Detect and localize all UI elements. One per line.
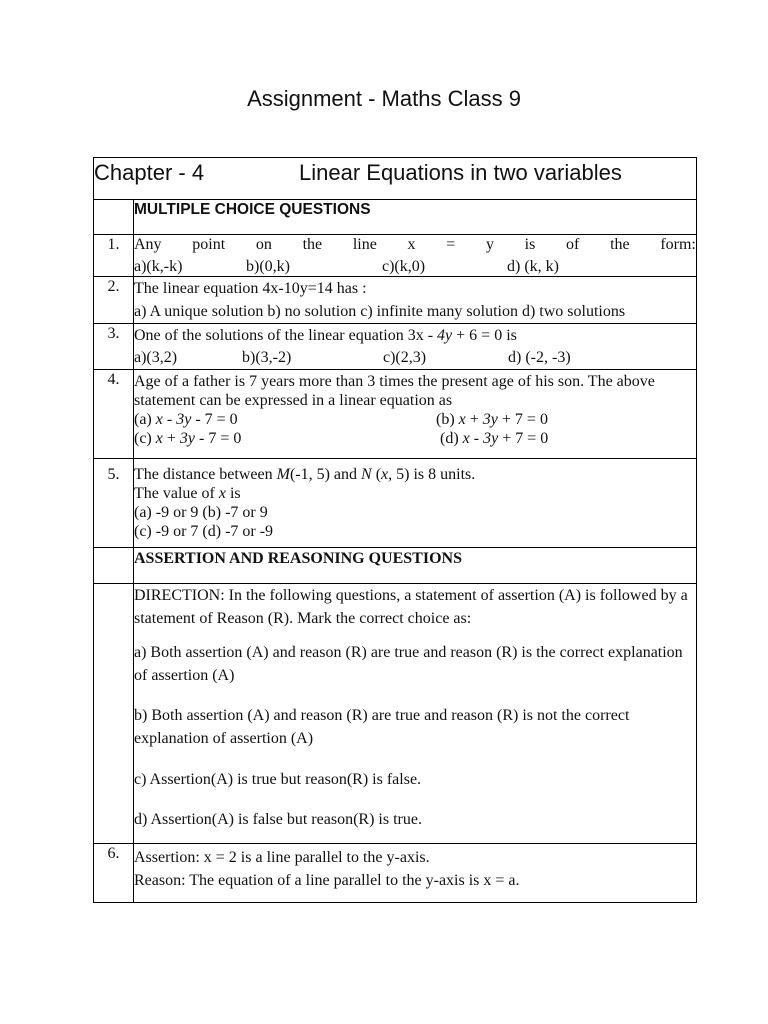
direction-intro: DIRECTION: In the following questions, a statement of assertion (A) is followed by a statement of Reason (R). Mark the correct choice as: — [134, 587, 688, 627]
question-options — [134, 348, 696, 367]
stem-word: = — [446, 236, 456, 253]
mcq-heading: MULTIPLE CHOICE QUESTIONS — [134, 200, 697, 235]
question-number: 4. — [94, 370, 134, 459]
question-options: (c) -9 or 7 (d) -7 or -9 — [134, 523, 274, 540]
question-stem: Age of a father is 7 years more than 3 times the present age of his son. The above statement can be expressed in a linear equation as — [134, 373, 655, 409]
ar-heading: ASSERTION AND REASONING QUESTIONS — [134, 548, 697, 584]
empty-num-cell — [94, 584, 134, 844]
reason-text: Reason: The equation of a line parallel to the y-axis is x = a. — [134, 872, 520, 889]
assertion-content — [134, 844, 697, 903]
question-stem: One of the solutions of the linear equation 3x - 4y + 6 = 0 is — [134, 327, 517, 344]
option-a: a)(3,2) — [134, 349, 178, 366]
question-options — [134, 429, 696, 448]
option-b: b)(3,-2) — [242, 349, 292, 366]
stem-word: of — [566, 236, 580, 253]
question-options — [134, 257, 696, 276]
stem-word: x — [407, 236, 416, 253]
option-d: d) (-2, -3) — [508, 349, 571, 366]
assignment-table — [93, 157, 697, 903]
question-stem: The linear equation 4x-10y=14 has : — [134, 280, 367, 297]
mcq-heading-row — [94, 200, 697, 235]
stem-word: the — [302, 236, 323, 253]
question-number: 6. — [94, 844, 134, 903]
chapter-name: Linear Equations in two variables — [299, 160, 622, 185]
document-title: Assignment - Maths Class 9 — [247, 86, 521, 111]
ar-heading-row — [94, 548, 697, 584]
empty-num-cell — [94, 200, 134, 235]
question-content — [134, 277, 697, 324]
stem-word: form: — [660, 236, 696, 253]
stem-word: on — [255, 236, 272, 253]
option-a: (a) x - 3y - 7 = 0 — [134, 411, 238, 428]
stem-word: the — [610, 236, 630, 253]
question-row-5 — [94, 459, 697, 548]
direction-option-a: a) Both assertion (A) and reason (R) are true and reason (R) is the correct explanation of assertion (A) — [134, 644, 683, 684]
question-stem-line2: The value of x is — [134, 485, 241, 502]
option-d: d) (k, k) — [507, 258, 559, 275]
option-a: a)(k,-k) — [134, 258, 183, 275]
option-b: (b) x + 3y + 7 = 0 — [436, 411, 548, 428]
direction-option-b: b) Both assertion (A) and reason (R) are true and reason (R) is not the correct explanation of assertion (A) — [134, 707, 630, 747]
question-row-2 — [94, 277, 697, 324]
chapter-cell — [94, 158, 697, 200]
stem-word: is — [524, 236, 536, 253]
option-d: (d) x - 3y + 7 = 0 — [440, 430, 549, 447]
question-options: (a) -9 or 9 (b) -7 or 9 — [134, 504, 268, 521]
stem-word: Any — [134, 236, 162, 253]
question-number: 1. — [94, 235, 134, 277]
stem-word: line — [352, 236, 377, 253]
option-c: c)(2,3) — [383, 349, 427, 366]
question-stem — [134, 235, 696, 254]
question-stem: The distance between M(-1, 5) and N (x, 5) is 8 units. — [134, 466, 476, 483]
direction-option-d: d) Assertion(A) is false but reason(R) is true. — [134, 811, 422, 828]
question-options: a) A unique solution b) no solution c) infinite many solution d) two solutions — [134, 303, 626, 320]
chapter-number: Chapter - 4 — [94, 160, 205, 185]
direction-content — [134, 584, 697, 844]
stem-word: point — [192, 236, 226, 253]
question-number: 2. — [94, 277, 134, 324]
empty-num-cell — [94, 548, 134, 584]
option-c: (c) x + 3y - 7 = 0 — [134, 430, 242, 447]
stem-word: y — [485, 236, 494, 253]
question-number: 5. — [94, 459, 134, 548]
question-row-1 — [94, 235, 697, 277]
question-options — [134, 410, 696, 429]
direction-row — [94, 584, 697, 844]
direction-option-c: c) Assertion(A) is true but reason(R) is false. — [134, 771, 422, 788]
chapter-row — [94, 158, 697, 200]
question-number: 3. — [94, 324, 134, 370]
question-row-4 — [94, 370, 697, 459]
assertion-text: Assertion: x = 2 is a line parallel to the y-axis. — [134, 849, 430, 866]
option-b: b)(0,k) — [246, 258, 290, 275]
assertion-row-6 — [94, 844, 697, 903]
question-content — [134, 324, 697, 370]
question-content — [134, 459, 697, 548]
question-content — [134, 370, 697, 459]
question-content — [134, 235, 697, 277]
question-row-3 — [94, 324, 697, 370]
option-c: c)(k,0) — [382, 258, 426, 275]
